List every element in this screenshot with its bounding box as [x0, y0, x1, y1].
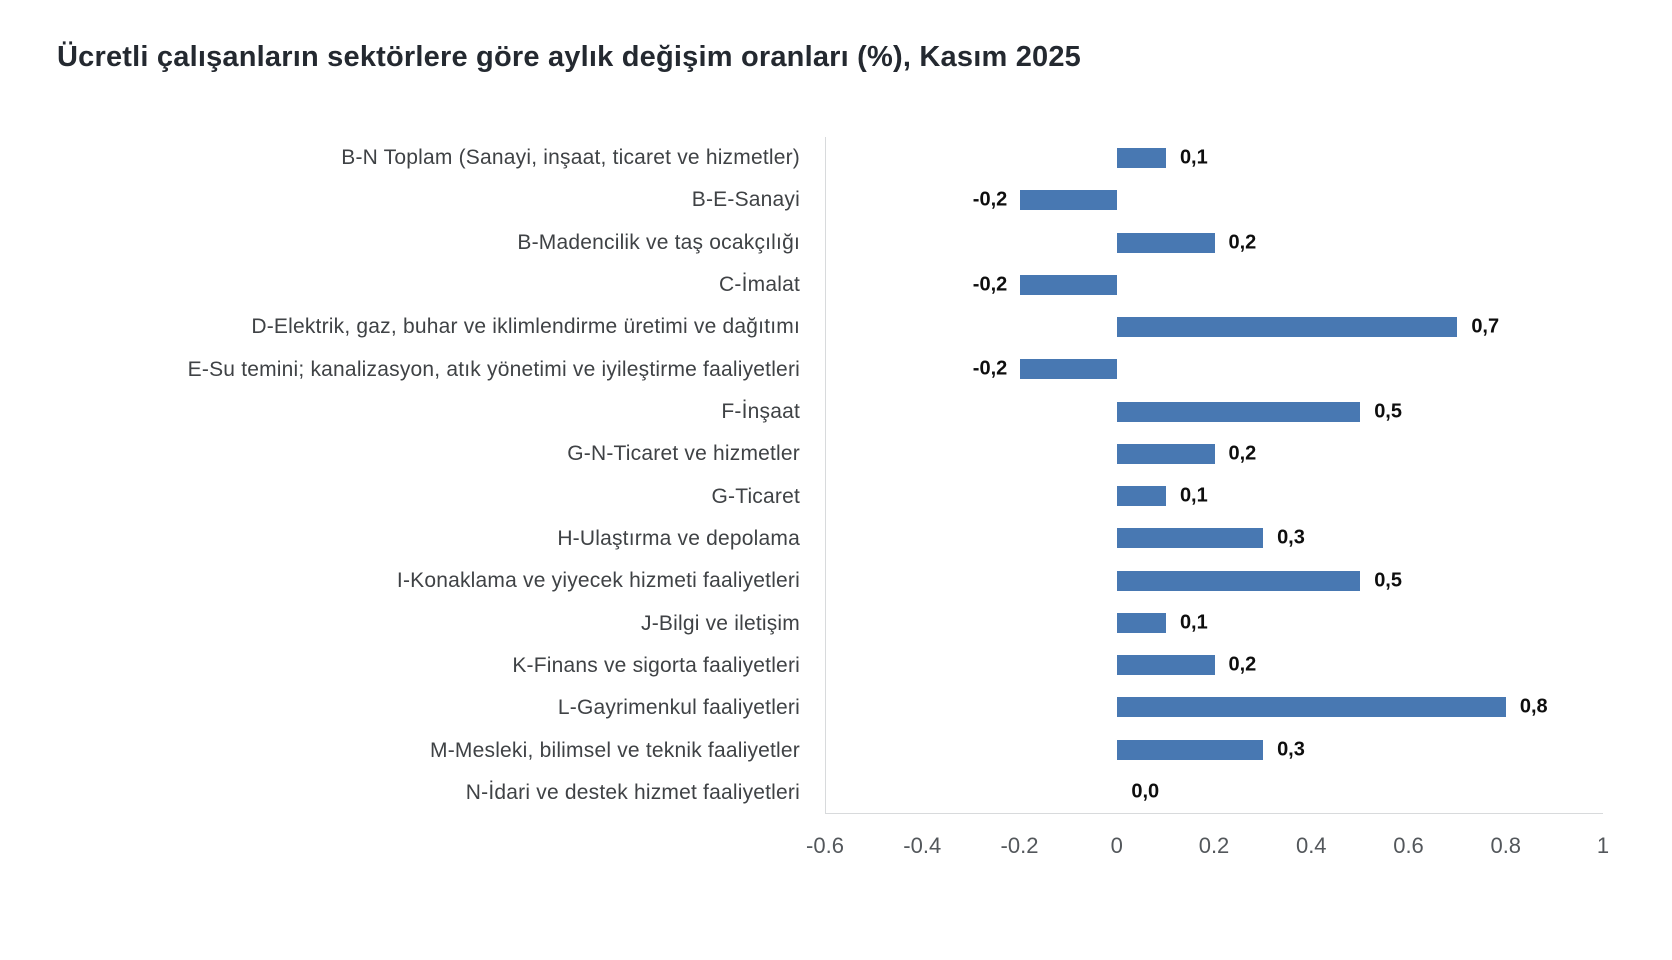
x-axis [806, 814, 1610, 864]
chart-row [826, 222, 1603, 264]
category-label: F-İnşaat [721, 400, 800, 424]
chart-row [826, 264, 1603, 306]
value-label: -0,2 [972, 273, 1008, 296]
value-label: 0,5 [1374, 400, 1402, 423]
category-labels [0, 137, 825, 814]
bar [1117, 571, 1360, 591]
chart-row [826, 602, 1603, 644]
bar [1117, 233, 1214, 253]
chart-row [826, 686, 1603, 728]
chart-row [826, 179, 1603, 221]
x-axis-tick-label: -0.4 [903, 833, 942, 858]
x-axis-tick-label: -0.2 [1000, 833, 1039, 858]
category-label: L-Gayrimenkul faaliyetleri [557, 696, 800, 720]
value-label: 0,7 [1471, 315, 1500, 338]
x-axis-tick-label: 0.4 [1295, 833, 1327, 858]
category-label: H-Ulaştırma ve depolama [557, 526, 800, 550]
x-axis-tick-label: 0.8 [1490, 833, 1522, 858]
value-label: 0,3 [1277, 526, 1305, 549]
bar [1020, 275, 1117, 295]
plot-area [825, 137, 1603, 814]
value-label: 0,2 [1228, 442, 1257, 465]
category-label: J-Bilgi ve iletişim [641, 611, 800, 635]
value-label: -0,2 [972, 357, 1008, 380]
bar [1117, 613, 1166, 633]
category-label: B-Madencilik ve taş ocakçılığı [517, 230, 800, 254]
chart-row [826, 729, 1603, 771]
bar [1117, 655, 1214, 675]
category-label: M-Mesleki, bilimsel ve teknik faaliyetler [430, 738, 800, 762]
x-axis-tick-label: 1 [1596, 833, 1610, 858]
value-label: 0,1 [1179, 484, 1208, 507]
category-label: B-E-Sanayi [691, 188, 800, 212]
bar [1117, 697, 1506, 717]
x-axis-tick-label: 0 [1110, 833, 1123, 858]
chart-row [826, 137, 1603, 179]
x-axis-tick-label: 0.2 [1198, 833, 1230, 858]
chart-area [0, 137, 1603, 814]
bar [1117, 444, 1214, 464]
bar [1117, 402, 1360, 422]
chart-row [826, 391, 1603, 433]
bar [1020, 190, 1117, 210]
category-label: C-İmalat [719, 273, 800, 297]
category-label: N-İdari ve destek hizmet faaliyetleri [465, 780, 800, 804]
chart-row [826, 560, 1603, 602]
category-label: E-Su temini; kanalizasyon, atık yönetimi ve iyileştirme faaliyetleri [187, 357, 800, 381]
chart-row [826, 433, 1603, 475]
bar [1117, 740, 1263, 760]
category-label: B-N Toplam (Sanayi, inşaat, ticaret ve hizmetler) [341, 146, 800, 170]
chart-row [826, 475, 1603, 517]
bar [1117, 148, 1166, 168]
category-label: D-Elektrik, gaz, buhar ve iklimlendirme üretimi ve dağıtımı [251, 315, 800, 339]
x-axis-tick-label: 0.6 [1393, 833, 1424, 858]
value-label: 0,0 [1131, 780, 1160, 803]
x-axis-tick-label: -0.6 [806, 833, 844, 858]
chart-row [826, 517, 1603, 559]
chart-row [826, 306, 1603, 348]
bar [1117, 486, 1166, 506]
value-label: 0,1 [1179, 146, 1208, 169]
category-label: K-Finans ve sigorta faaliyetleri [512, 653, 800, 677]
bar [1020, 359, 1117, 379]
chart-row [826, 348, 1603, 390]
value-label: 0,8 [1519, 695, 1548, 718]
value-label: 0,1 [1179, 611, 1208, 634]
category-label: I-Konaklama ve yiyecek hizmeti faaliyetleri [396, 569, 800, 593]
bar [1117, 528, 1263, 548]
bar [1117, 317, 1457, 337]
chart-title: Ücretli çalışanların sektörlere göre aylık değişim oranları (%), Kasım 2025 [57, 41, 1082, 74]
value-label: 0,3 [1277, 738, 1305, 761]
category-label: G-N-Ticaret ve hizmetler [567, 442, 800, 466]
chart-row [826, 644, 1603, 686]
value-label: 0,2 [1228, 653, 1257, 676]
value-label: -0,2 [972, 188, 1008, 211]
chart-row [826, 771, 1603, 813]
value-label: 0,2 [1228, 231, 1257, 254]
value-label: 0,5 [1374, 569, 1402, 592]
category-label: G-Ticaret [711, 484, 800, 508]
